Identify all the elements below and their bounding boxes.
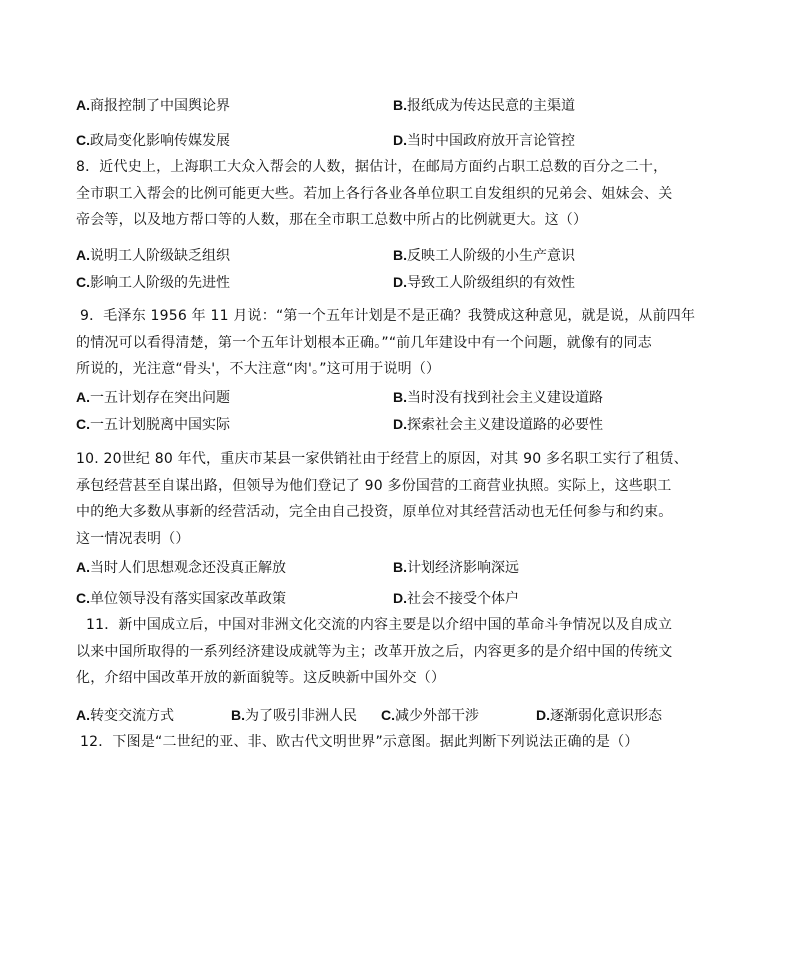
q7-option-c[interactable] [76, 131, 230, 150]
q11-option-d[interactable] [536, 706, 662, 725]
q10-option-b[interactable] [393, 558, 519, 577]
option-letter: D. [393, 416, 407, 432]
option-letter: D. [393, 132, 407, 148]
option-text: 报纸成为传达民意的主渠道 [407, 98, 575, 114]
q8-option-b[interactable] [393, 246, 575, 265]
q9-option-d[interactable] [393, 415, 603, 434]
option-text: 当时中国政府放开言论管控 [407, 133, 575, 149]
q8-option-d[interactable] [393, 273, 575, 292]
q10-stem-line-1: 10. 20世纪 80 年代，重庆市某县一家供销社由于经营上的原因，对其 90 多名职工实行了租赁、 [76, 451, 688, 467]
option-text: 一五计划存在突出问题 [90, 390, 230, 406]
q9-stem-line-1: 9．毛泽东 1956 年 11 月说：“第一个五年计划是不是正确？我赞成这种意见，就是说，从前四年 [80, 308, 696, 324]
q9-option-c[interactable] [76, 415, 230, 434]
option-letter: D. [393, 274, 407, 290]
option-text: 政局变化影响传媒发展 [90, 133, 230, 149]
option-text: 商报控制了中国舆论界 [90, 98, 230, 114]
q8-stem-line-1: 8．近代史上，上海职工大众入帮会的人数，据估计，在邮局方面约占职工总数的百分之二十， [76, 159, 668, 175]
q9-stem-line-3: 所说的，光注意“骨头'，不大注意“肉'。”这可用于说明（） [76, 361, 441, 377]
q8-option-a[interactable] [76, 246, 230, 265]
option-text: 探索社会主义建设道路的必要性 [407, 417, 603, 433]
option-text: 一五计划脱离中国实际 [90, 417, 230, 433]
option-letter: C. [76, 590, 90, 606]
option-letter: C. [76, 132, 90, 148]
option-letter: A. [76, 559, 90, 575]
q7-option-a[interactable] [76, 96, 230, 115]
option-letter: A. [76, 707, 90, 723]
q11-stem-line-3: 化，介绍中国改革开放的新面貌等。这反映新中国外交（） [76, 670, 446, 686]
option-letter: A. [76, 97, 90, 113]
option-text: 当时人们思想观念还没真正解放 [90, 560, 286, 576]
option-text: 反映工人阶级的小生产意识 [407, 248, 575, 264]
option-letter: D. [536, 707, 550, 723]
option-text: 为了吸引非洲人民 [245, 708, 357, 724]
q10-option-d[interactable] [393, 589, 519, 608]
option-letter: B. [393, 389, 407, 405]
q9-option-b[interactable] [393, 388, 603, 407]
q10-stem-line-4: 这一情况表明（） [76, 531, 190, 547]
q11-option-c[interactable] [381, 706, 479, 725]
option-letter: B. [393, 97, 407, 113]
q9-option-a[interactable] [76, 388, 230, 407]
q8-stem-line-3: 帝会等，以及地方帮口等的人数，那在全市职工总数中所占的比例就更大。这（） [76, 212, 588, 228]
option-text: 导致工人阶级组织的有效性 [407, 275, 575, 291]
q11-option-b[interactable] [231, 706, 357, 725]
option-text: 逐渐弱化意识形态 [550, 708, 662, 724]
option-text: 当时没有找到社会主义建设道路 [407, 390, 603, 406]
option-letter: B. [393, 559, 407, 575]
q10-stem-line-2: 承包经营甚至自谋出路，但领导为他们登记了 90 多份国营的工商营业执照。实际上，这些职工 [76, 478, 672, 494]
q11-stem-line-1: 11．新中国成立后，中国对非洲文化交流的内容主要是以介绍中国的革命斗争情况以及自成立 [86, 617, 673, 633]
option-letter: C. [381, 707, 395, 723]
q8-option-c[interactable] [76, 273, 230, 292]
option-letter: D. [393, 590, 407, 606]
option-text: 计划经济影响深远 [407, 560, 519, 576]
option-text: 说明工人阶级缺乏组织 [90, 248, 230, 264]
q12-stem-line-1: 12．下图是“二世纪的亚、非、欧古代文明世界”示意图。据此判断下列说法正确的是（） [80, 734, 639, 750]
option-text: 单位领导没有落实国家改革政策 [90, 591, 286, 607]
q11-option-a[interactable] [76, 706, 174, 725]
option-text: 转变交流方式 [90, 708, 174, 724]
option-letter: C. [76, 274, 90, 290]
q7-option-b[interactable] [393, 96, 575, 115]
q11-stem-line-2: 以来中国所取得的一系列经济建设成就等为主；改革开放之后，内容更多的是介绍中国的传统文 [76, 644, 673, 660]
option-letter: C. [76, 416, 90, 432]
option-text: 影响工人阶级的先进性 [90, 275, 230, 291]
q8-stem-line-2: 全市职工入帮会的比例可能更大些。若加上各行各业各单位职工自发组织的兄弟会、姐妹会、关 [76, 186, 673, 202]
option-letter: B. [393, 247, 407, 263]
option-letter: A. [76, 247, 90, 263]
q9-stem-line-2: 的情况可以看得清楚，第一个五年计划根本正确。”“前几年建设中有一个问题，就像有的同志 [76, 335, 652, 351]
q7-option-d[interactable] [393, 131, 575, 150]
option-text: 减少外部干涉 [395, 708, 479, 724]
option-letter: B. [231, 707, 245, 723]
q10-stem-line-3: 中的绝大多数从事新的经营活动，完全由自己投资，原单位对其经营活动也无任何参与和约束。 [76, 504, 673, 520]
q10-option-c[interactable] [76, 589, 286, 608]
option-text: 社会不接受个体户 [407, 591, 519, 607]
option-letter: A. [76, 389, 90, 405]
q10-option-a[interactable] [76, 558, 286, 577]
